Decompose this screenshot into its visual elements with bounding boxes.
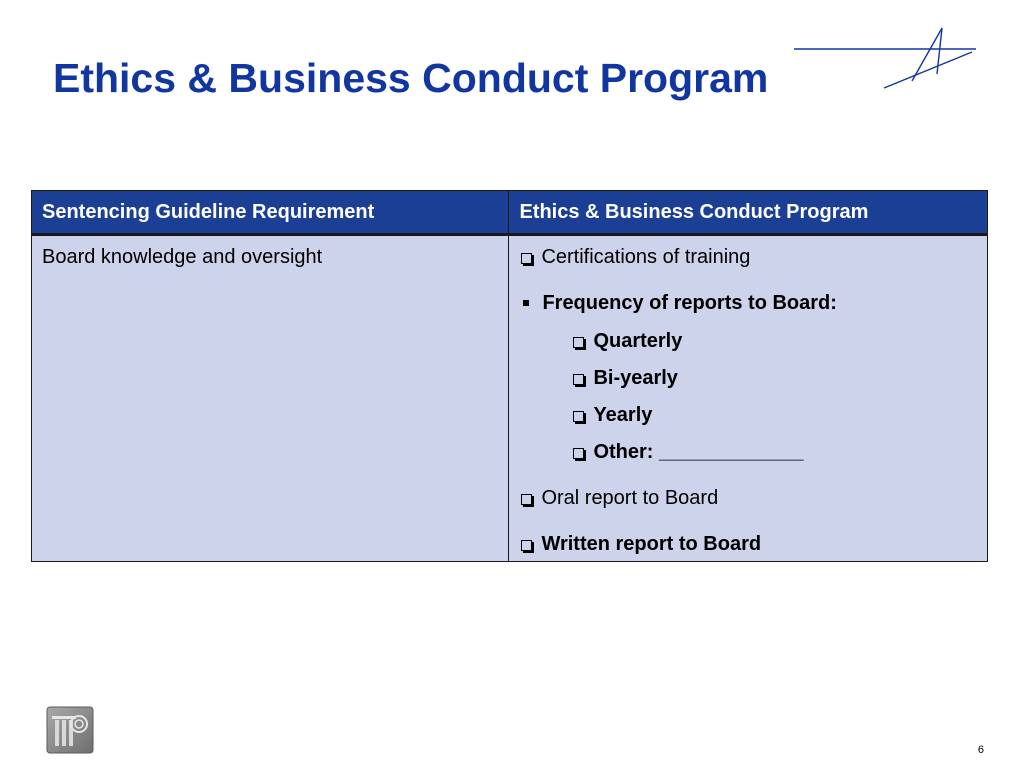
list-item-label: Quarterly: [593, 330, 683, 352]
list-item-oral-report: [521, 486, 977, 510]
requirement-text: Board knowledge and oversight: [42, 246, 323, 268]
list-item-label: Frequency of reports to Board:: [542, 292, 837, 314]
page-number: 6: [977, 744, 984, 756]
empty-checkbox-icon: [573, 374, 584, 385]
list-item-biyearly: [573, 366, 977, 390]
empty-checkbox-icon: [521, 253, 532, 264]
column-header-requirement: Sentencing Guideline Requirement: [32, 191, 509, 235]
slide-title: Ethics & Business Conduct Program: [53, 55, 769, 101]
list-item-label: Bi-yearly: [593, 367, 678, 389]
list-item-frequency: [521, 291, 977, 315]
requirement-cell: [32, 235, 509, 562]
requirements-table: [31, 190, 988, 562]
table-row: [32, 235, 988, 562]
table-header-row: [32, 191, 988, 235]
list-item-written-report: [521, 532, 977, 556]
empty-checkbox-icon: [573, 337, 584, 348]
list-item-label: Yearly: [593, 404, 653, 426]
empty-checkbox-icon: [573, 411, 584, 422]
list-item-label: Written report to Board: [541, 533, 762, 555]
empty-checkbox-icon: [521, 494, 532, 505]
empty-checkbox-icon: [573, 448, 584, 459]
list-item-quarterly: [573, 329, 977, 353]
program-cell: [509, 235, 988, 562]
list-item-label: Oral report to Board: [541, 487, 719, 509]
list-item-other: [573, 440, 977, 464]
corporate-emblem-icon: [46, 706, 94, 754]
company-star-logo-icon: [790, 26, 976, 92]
list-item-label: Other: _____________: [593, 441, 804, 463]
column-header-program: Ethics & Business Conduct Program: [509, 191, 988, 235]
list-item-certifications: [521, 245, 977, 269]
list-item-yearly: [573, 403, 977, 427]
empty-checkbox-icon: [521, 540, 532, 551]
list-item-label: Certifications of training: [541, 246, 751, 268]
square-bullet-icon: [523, 300, 529, 306]
